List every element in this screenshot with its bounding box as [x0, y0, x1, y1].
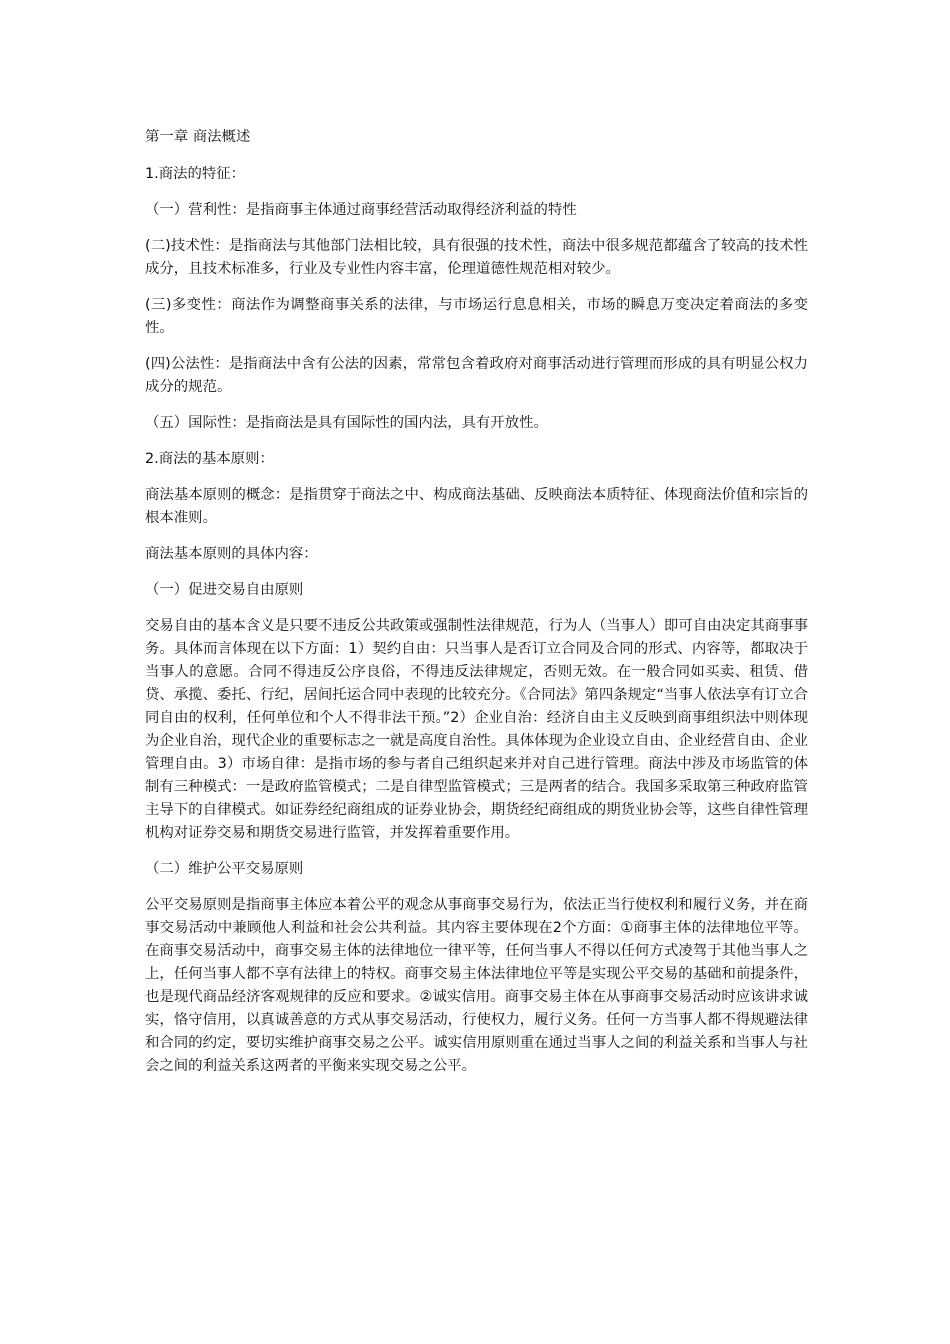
document-page — [145, 126, 808, 1091]
paragraph-free-trade: 交易自由的基本含义是只要不违反公共政策或强制性法律规范，行为人（当事人）即可自由决定其商事事务。具体而言体现在以下方面：1）契约自由：只当事人是否订立合同及合同的形式、内容等，都取决于当事人的意愿。合同不得违反公序良俗，不得违反法律规定，否则无效。在一般合同如买卖、租赁、借贷、承揽、委托、行纪，居间托运合同中表现的比较充分。《合同法》第四条规定“当事人依法享有订立合同自由的权利，任何单位和个人不得非法干预。”2）企业自治：经济自由主义反映到商事组织法中则体现为企业自治，现代企业的重要标志之一就是高度自治性。具体体现为企业设立自由、企业经营自由、企业管理自由。3）市场自律：是指市场的参与者自己组织起来并对自己进行管理。商法中涉及市场监管的体制有三种模式：一是政府监管模式；二是自律型监管模式；三是两者的结合。我国多采取第三种政府监管主导下的自律模式。如证券经纪商组成的证券业协会，期货经纪商组成的期货业协会等，这些自律性管理机构对证券交易和期货交易进行监管，并发挥着重要作用。 — [145, 618, 808, 841]
paragraph-fair-trade: 公平交易原则是指商事主体应本着公平的观念从事商事交易行为，依法正当行使权利和履行义务，并在商事交易活动中兼顾他人利益和社会公共利益。其内容主要体现在2个方面：①商事主体的法律地位平等。在商事交易活动中，商事交易主体的法律地位一律平等，任何当事人不得以任何方式凌驾于其他当事人之上，任何当事人都不享有法律上的特权。商事交易主体法律地位平等是实现公平交易的基础和前提条件，也是现代商品经济客观规律的反应和要求。②诚实信用。商事交易主体在从事商事交易活动时应该讲求诚实，恪守信用，以真诚善意的方式从事交易活动，行使权力，履行义务。任何一方当事人都不得规避法律和合同的约定，要切实维护商事交易之公平。诚实信用原则重在通过当事人之间的利益关系和当事人与社会之间的利益关系这两者的平衡来实现交易之公平。 — [145, 897, 808, 1074]
subheading-fair-trade: （二）维护公平交易原则 — [145, 861, 304, 877]
section-heading-features: 1.商法的特征： — [145, 166, 246, 182]
chapter-title: 第一章 商法概述 — [145, 129, 251, 145]
paragraph-profitability: （一）营利性：是指商事主体通过商事经营活动取得经济利益的特性 — [145, 202, 577, 218]
paragraph-variability: (三)多变性：商法作为调整商事关系的法律，与市场运行息息相关，市场的瞬息万变决定着商法的多变性。 — [145, 297, 808, 336]
subheading-free-trade: （一）促进交易自由原则 — [145, 582, 304, 598]
paragraph-principle-content-intro: 商法基本原则的具体内容： — [145, 546, 318, 562]
section-heading-principles: 2.商法的基本原则： — [145, 451, 274, 467]
paragraph-principle-concept: 商法基本原则的概念：是指贯穿于商法之中、构成商法基础、反映商法本质特征、体现商法价值和宗旨的根本准则。 — [145, 487, 808, 526]
paragraph-public-law: (四)公法性：是指商法中含有公法的因素，常常包含着政府对商事活动进行管理而形成的具有明显公权力成分的规范。 — [145, 356, 808, 395]
paragraph-internationality: （五）国际性：是指商法是具有国际性的国内法，具有开放性。 — [145, 415, 548, 431]
paragraph-technicality: (二)技术性：是指商法与其他部门法相比较，具有很强的技术性，商法中很多规范都蕴含了较高的技术性成分，且技术标准多，行业及专业性内容丰富，伦理道德性规范相对较少。 — [145, 238, 808, 277]
